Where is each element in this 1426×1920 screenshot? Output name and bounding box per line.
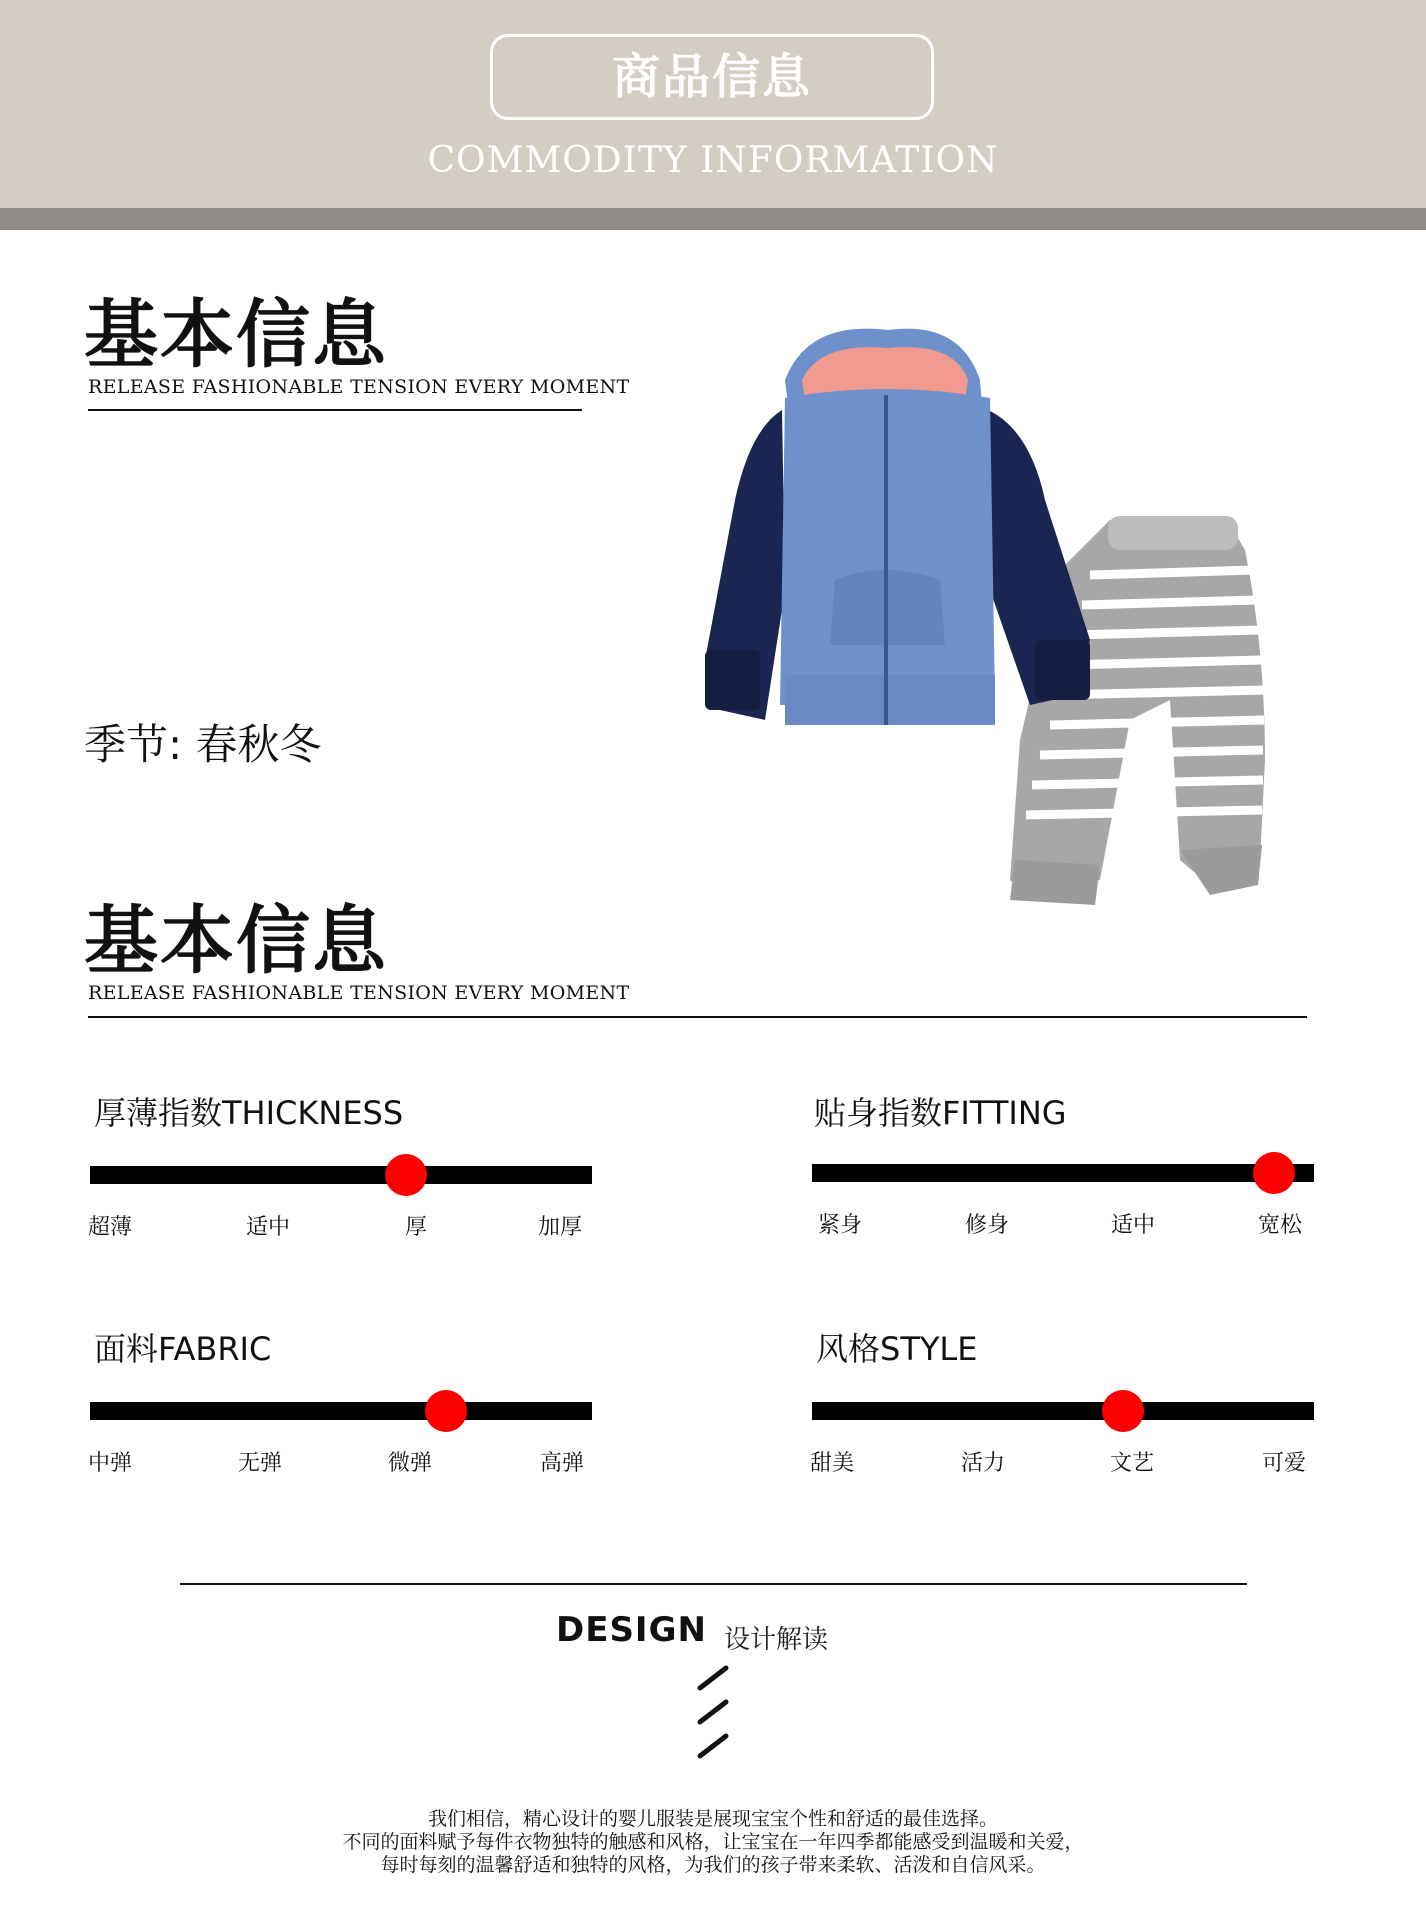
slash-decoration-icon	[690, 1660, 740, 1768]
section-title-basic-info-2: 基本信息	[84, 898, 388, 984]
fitting-marker	[1253, 1152, 1295, 1194]
section-title-basic-info: 基本信息	[84, 292, 388, 378]
style-track	[812, 1402, 1314, 1420]
fabric-option: 微弹	[388, 1451, 433, 1476]
section-subtitle-2: RELEASE FASHIONABLE TENSION EVERY MOMENT	[88, 982, 630, 1004]
style-option: 可爱	[1262, 1451, 1307, 1476]
thickness-option: 加厚	[538, 1215, 583, 1240]
header-title: 商品信息	[611, 49, 812, 105]
style-option: 甜美	[810, 1451, 855, 1476]
style-marker	[1102, 1390, 1144, 1432]
fitting-track	[812, 1164, 1314, 1182]
fabric-option: 高弹	[540, 1451, 585, 1476]
section-subtitle: RELEASE FASHIONABLE TENSION EVERY MOMENT	[88, 376, 630, 398]
design-label: DESIGN	[556, 1610, 707, 1650]
header-subtitle: COMMODITY INFORMATION	[427, 140, 999, 181]
section-divider-2	[88, 1016, 1307, 1018]
fabric-title: 面料FABRIC	[94, 1330, 272, 1368]
fitting-option: 宽松	[1258, 1213, 1303, 1238]
style-option: 文艺	[1110, 1451, 1155, 1476]
design-description-line: 我们相信，精心设计的婴儿服装是展现宝宝个性和舒适的最佳选择。	[427, 1808, 998, 1830]
fitting-title: 贴身指数FITTING	[814, 1094, 1067, 1132]
thickness-marker	[385, 1154, 427, 1196]
design-description-line: 不同的面料赋予每件衣物独特的触感和风格，让宝宝在一年四季都能感受到温暖和关爱，	[342, 1831, 1084, 1853]
fabric-marker	[425, 1390, 467, 1432]
style-option: 活力	[961, 1451, 1006, 1476]
hoodie-illustration	[705, 329, 1090, 725]
thickness-option: 超薄	[88, 1215, 133, 1240]
section-divider	[88, 409, 582, 411]
thickness-option: 厚	[405, 1215, 428, 1240]
thickness-title: 厚薄指数THICKNESS	[94, 1094, 404, 1132]
fabric-option: 无弹	[238, 1451, 283, 1476]
design-description-line: 每时每刻的温馨舒适和独特的风格，为我们的孩子带来柔软、活泼和自信风采。	[380, 1854, 1046, 1876]
design-divider	[180, 1583, 1247, 1585]
fitting-option: 修身	[965, 1213, 1010, 1238]
fabric-track	[90, 1402, 592, 1420]
fitting-option: 紧身	[818, 1213, 863, 1238]
header-divider-strip	[0, 208, 1426, 230]
fitting-option: 适中	[1111, 1213, 1156, 1238]
fabric-option: 中弹	[88, 1451, 133, 1476]
thickness-track	[90, 1166, 592, 1184]
product-image	[690, 320, 1310, 940]
thickness-option: 适中	[246, 1215, 291, 1240]
design-label-cn: 设计解读	[724, 1625, 829, 1655]
style-title: 风格STYLE	[816, 1330, 978, 1368]
season-label: 季节: 春秋冬	[84, 720, 322, 769]
